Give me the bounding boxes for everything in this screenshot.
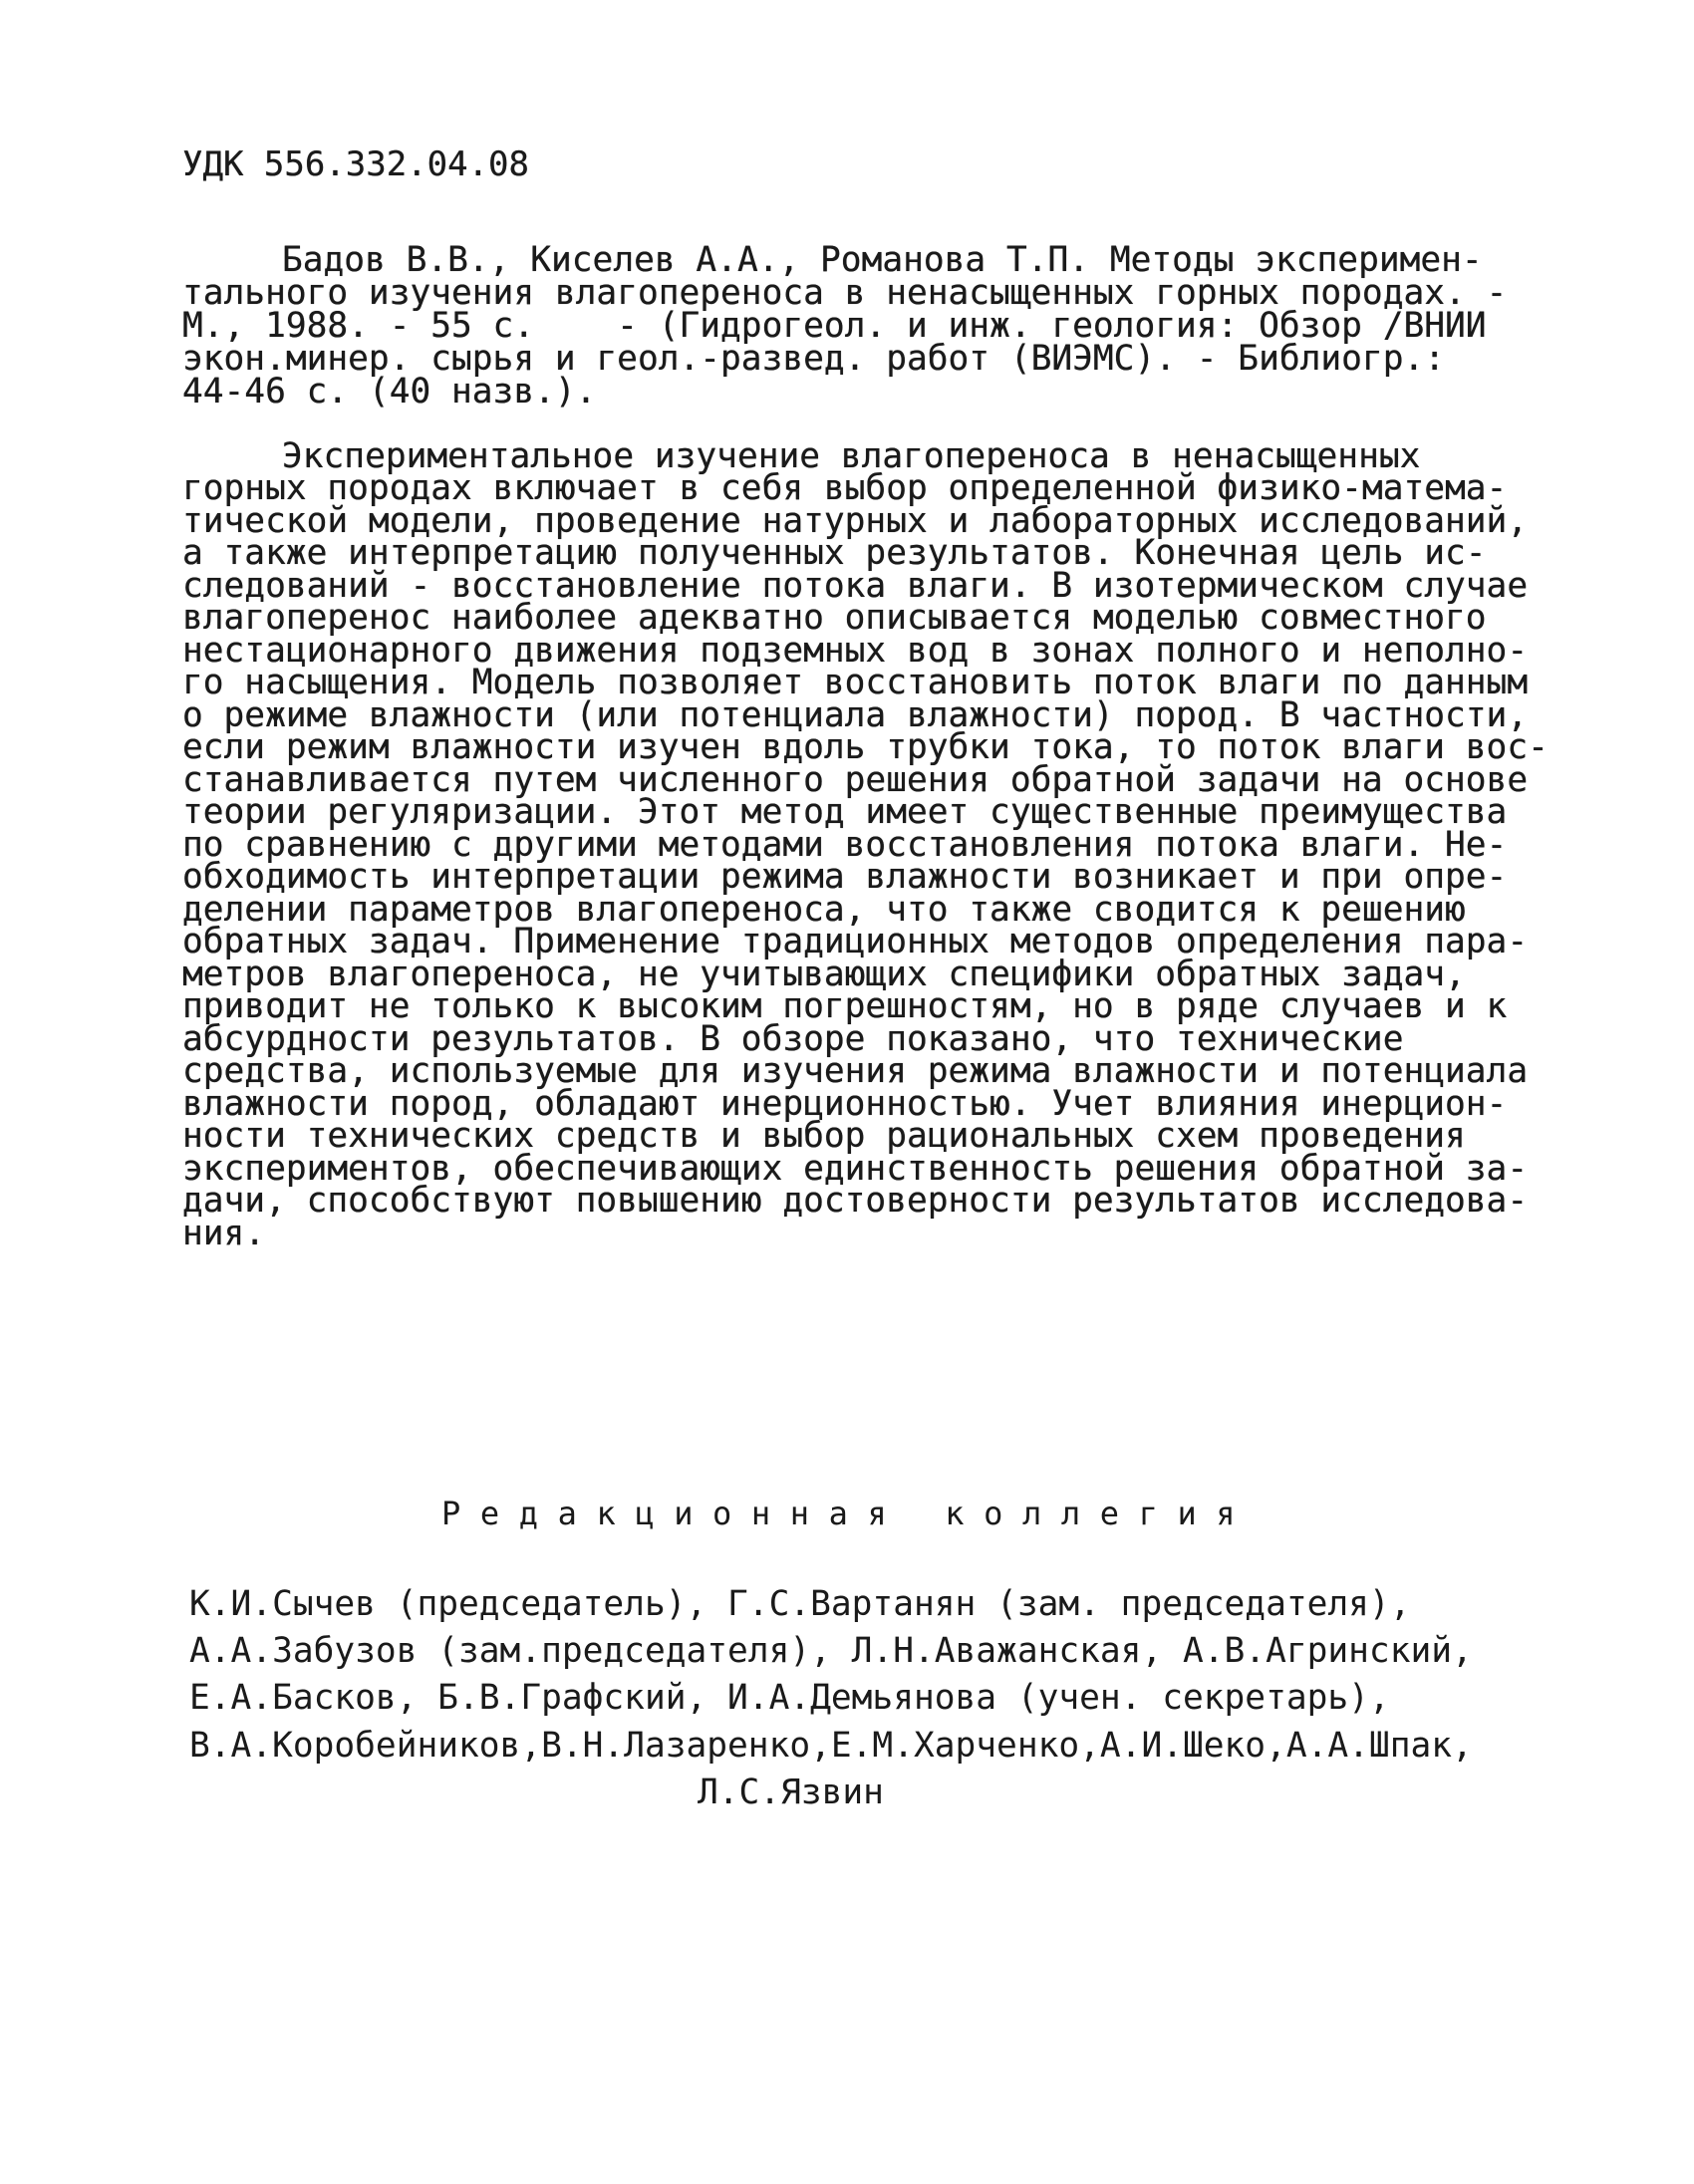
- abstract-line: тической модели, проведение натурных и лабораторных исследований,: [182, 501, 1529, 541]
- editorial-board-line: А.А.Забузов (зам.председателя), Л.Н.Аважанская, А.В.Агринский,: [189, 1631, 1473, 1671]
- abstract-line: абсурдности результатов. В обзоре показано, что технические: [182, 1019, 1404, 1059]
- editorial-board-line: Е.А.Басков, Б.В.Графский, И.А.Демьянова (учен. секретарь),: [189, 1678, 1390, 1718]
- abstract-line: Экспериментальное изучение влагопереноса в ненасыщенных: [282, 436, 1421, 476]
- editorial-board-line: В.А.Коробейников,В.Н.Лазаренко,Е.М.Харченко,А.И.Шеко,А.А.Шпак,: [189, 1726, 1473, 1766]
- abstract-line: метров влагопереноса, не учитывающих специфики обратных задач,: [182, 955, 1466, 994]
- editorial-board-heading: Редакционная коллегия: [441, 1495, 1256, 1532]
- citation-line: М., 1988. - 55 с. - (Гидрогеол. и инж. геология: Обзор /ВНИИ: [182, 306, 1487, 346]
- citation-line: Бадов В.В., Киселев А.А., Романова Т.П. Методы эксперимен-: [282, 240, 1483, 280]
- abstract-line: приводит не только к высоким погрешностям, но в ряде случаев и к: [182, 986, 1508, 1026]
- abstract-line: горных породах включает в себя выбор определенной физико-матема-: [182, 468, 1508, 508]
- abstract-line: средства, используемые для изучения режима влажности и потенциала: [182, 1051, 1529, 1091]
- abstract-line: обратных задач. Применение традиционных методов определения пара-: [182, 922, 1529, 961]
- abstract-line: обходимость интерпретации режима влажности возникает и при опре-: [182, 857, 1508, 897]
- abstract-line: экспериментов, обеспечивающих единственность решения обратной за-: [182, 1149, 1529, 1189]
- abstract-line: если режим влажности изучен вдоль трубки тока, то поток влаги вос-: [182, 727, 1549, 767]
- abstract-line: нестационарного движения подземных вод в зонах полного и неполно-: [182, 631, 1529, 671]
- citation-line: 44-46 с. (40 назв.).: [182, 372, 597, 411]
- abstract-line: следований - восстановление потока влаги. В изотермическом случае: [182, 566, 1529, 606]
- abstract-line: делении параметров влагопереноса, что также сводится к решению: [182, 890, 1466, 930]
- citation-line: экон.минер. сырья и геол.-развед. работ (ВИЭМС). - Библиогр.:: [182, 339, 1446, 379]
- abstract-line: по сравнению с другими методами восстановления потока влаги. Не-: [182, 825, 1508, 865]
- abstract-line: ности технических средств и выбор рациональных схем проведения: [182, 1116, 1466, 1156]
- editorial-board-line: Л.С.Язвин: [698, 1773, 884, 1812]
- abstract-line: ния.: [182, 1214, 266, 1253]
- udk-code: УДК 556.332.04.08: [182, 144, 529, 184]
- abstract-line: станавливается путем численного решения обратной задачи на основе: [182, 760, 1529, 800]
- abstract-line: влажности пород, обладают инерционностью. Учет влияния инерцион-: [182, 1084, 1508, 1124]
- abstract-line: го насыщения. Модель позволяет восстановить поток влаги по данным: [182, 663, 1529, 702]
- abstract-line: дачи, способствуют повышению достоверности результатов исследова-: [182, 1181, 1529, 1221]
- abstract-line: влагоперенос наиболее адекватно описывается моделью совместного: [182, 598, 1487, 638]
- abstract-line: о режиме влажности (или потенциала влажности) пород. В частности,: [182, 695, 1529, 735]
- abstract-line: теории регуляризации. Этот метод имеет существенные преимущества: [182, 792, 1508, 832]
- abstract-line: а также интерпретацию полученных результатов. Конечная цель ис-: [182, 533, 1487, 573]
- citation-line: тального изучения влагопереноса в ненасыщенных горных породах. -: [182, 273, 1508, 313]
- editorial-board-line: К.И.Сычев (председатель), Г.С.Вартанян (зам. председателя),: [189, 1584, 1411, 1624]
